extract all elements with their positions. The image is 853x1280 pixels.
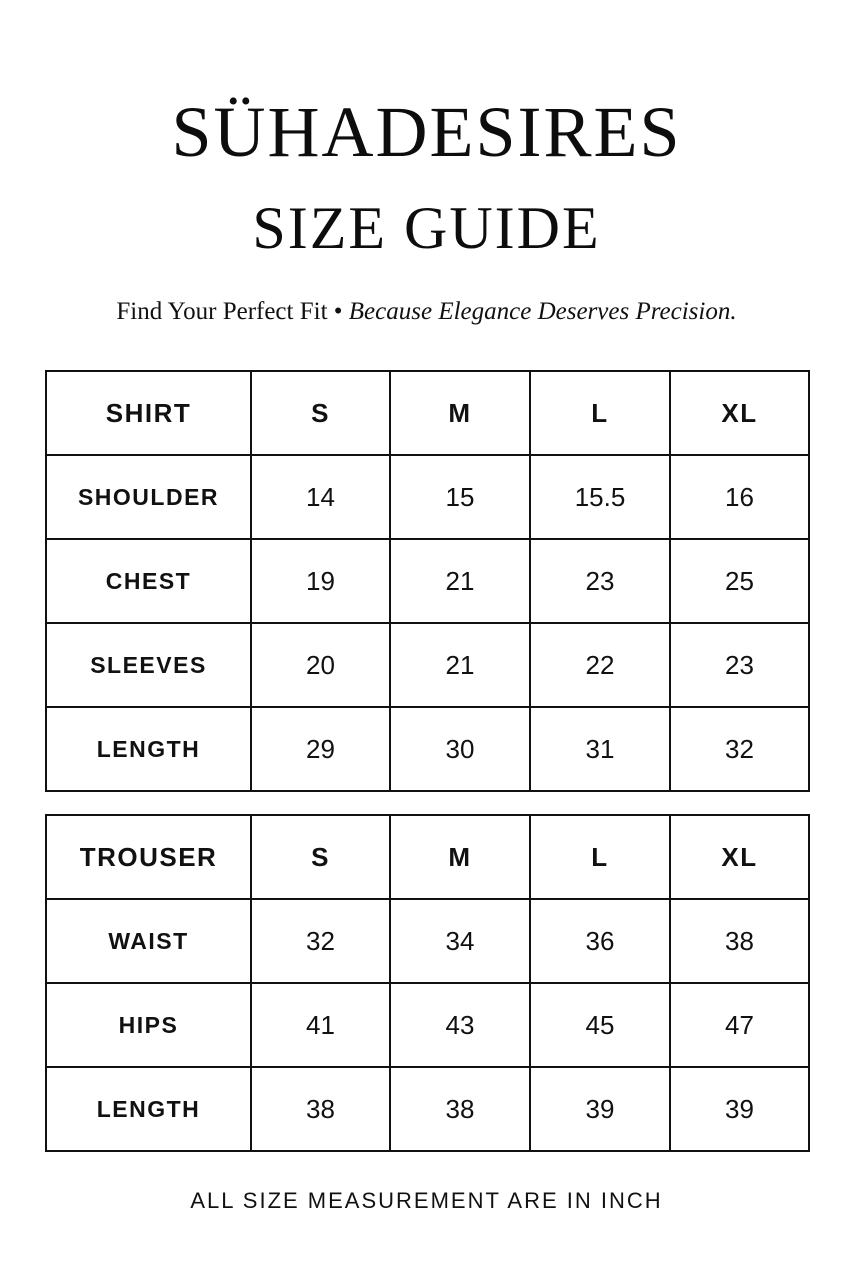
trouser-row-label-waist: WAIST	[46, 899, 251, 983]
table-divider	[45, 792, 808, 814]
measurement-unit-note: ALL SIZE MEASUREMENT ARE IN INCH	[190, 1188, 663, 1213]
trouser-length-m: 38	[390, 1067, 530, 1151]
shirt-length-l: 31	[530, 707, 670, 791]
shirt-size-table	[45, 370, 810, 792]
shirt-length-m: 30	[390, 707, 530, 791]
trouser-size-table	[45, 814, 810, 1152]
shirt-chest-l: 23	[530, 539, 670, 623]
table-row	[46, 1067, 809, 1151]
shirt-shoulder-xl: 16	[670, 455, 809, 539]
shirt-length-xl: 32	[670, 707, 809, 791]
table-header-row	[46, 371, 809, 455]
trouser-length-s: 38	[251, 1067, 390, 1151]
shirt-col-s: S	[251, 371, 390, 455]
trouser-hips-s: 41	[251, 983, 390, 1067]
trouser-waist-s: 32	[251, 899, 390, 983]
shirt-col-l: L	[530, 371, 670, 455]
shirt-shoulder-m: 15	[390, 455, 530, 539]
shirt-chest-s: 19	[251, 539, 390, 623]
table-row	[46, 539, 809, 623]
shirt-row-label-chest: CHEST	[46, 539, 251, 623]
shirt-row-label-sleeves: SLEEVES	[46, 623, 251, 707]
trouser-row-label-length: LENGTH	[46, 1067, 251, 1151]
page-title: SIZE GUIDE	[252, 195, 601, 261]
trouser-waist-xl: 38	[670, 899, 809, 983]
table-header-row	[46, 815, 809, 899]
table-row	[46, 623, 809, 707]
trouser-col-xl: XL	[670, 815, 809, 899]
shirt-row-label-shoulder: SHOULDER	[46, 455, 251, 539]
trouser-hips-xl: 47	[670, 983, 809, 1067]
trouser-row-label-hips: HIPS	[46, 983, 251, 1067]
tagline	[116, 298, 736, 326]
trouser-col-l: L	[530, 815, 670, 899]
trouser-length-xl: 39	[670, 1067, 809, 1151]
shirt-col-m: M	[390, 371, 530, 455]
shirt-table-title: SHIRT	[46, 371, 251, 455]
table-row	[46, 899, 809, 983]
shirt-chest-xl: 25	[670, 539, 809, 623]
tagline-plain: Find Your Perfect Fit •	[116, 298, 349, 325]
shirt-shoulder-s: 14	[251, 455, 390, 539]
trouser-hips-m: 43	[390, 983, 530, 1067]
shirt-chest-m: 21	[390, 539, 530, 623]
table-row	[46, 983, 809, 1067]
size-tables	[45, 370, 808, 1152]
shirt-sleeves-s: 20	[251, 623, 390, 707]
shirt-sleeves-m: 21	[390, 623, 530, 707]
shirt-sleeves-xl: 23	[670, 623, 809, 707]
brand-title: SÜHADESIRES	[171, 92, 682, 172]
trouser-col-s: S	[251, 815, 390, 899]
table-row	[46, 707, 809, 791]
trouser-length-l: 39	[530, 1067, 670, 1151]
shirt-shoulder-l: 15.5	[530, 455, 670, 539]
shirt-sleeves-l: 22	[530, 623, 670, 707]
shirt-length-s: 29	[251, 707, 390, 791]
trouser-col-m: M	[390, 815, 530, 899]
shirt-col-xl: XL	[670, 371, 809, 455]
trouser-table-title: TROUSER	[46, 815, 251, 899]
tagline-italic: Because Elegance Deserves Precision.	[348, 298, 737, 325]
trouser-hips-l: 45	[530, 983, 670, 1067]
table-row	[46, 455, 809, 539]
trouser-waist-l: 36	[530, 899, 670, 983]
shirt-row-label-length: LENGTH	[46, 707, 251, 791]
trouser-waist-m: 34	[390, 899, 530, 983]
